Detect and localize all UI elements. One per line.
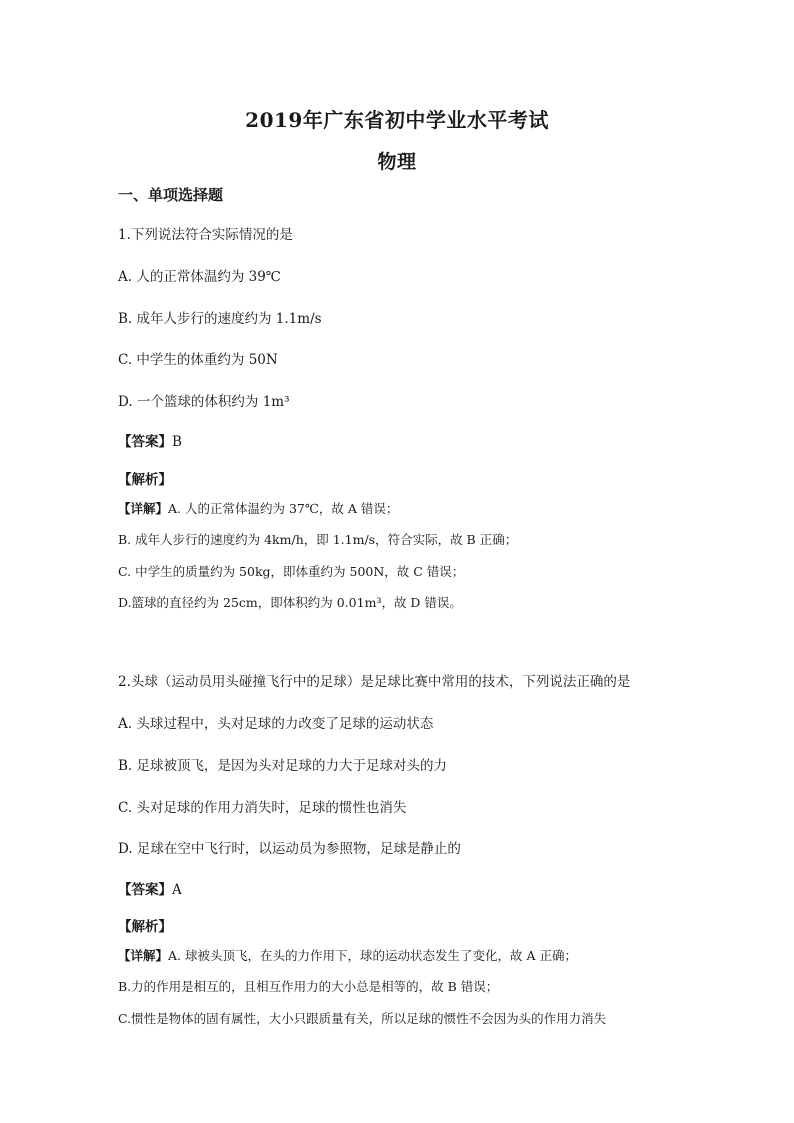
q2-detail-tag: 【详解】 (118, 948, 169, 963)
q2-option-c: C. 头对足球的作用力消失时，足球的惯性也消失 (118, 800, 407, 816)
q2-option-d: D. 足球在空中飞行时，以运动员为参照物，足球是静止的 (118, 841, 461, 857)
q1-analysis-label: 【解析】 (118, 472, 172, 488)
q1-detail-line-4: D.篮球的直径约为 25cm，即体积约为 0.01m³，故 D 错误。 (118, 595, 462, 610)
q2-option-b: B. 足球被顶飞，是因为头对足球的力大于足球对头的力 (118, 758, 448, 774)
section-heading: 一、单项选择题 (118, 186, 224, 204)
q2-analysis-label: 【解析】 (118, 919, 172, 935)
q2-answer-value: A (172, 882, 182, 898)
q1-detail-line-2: B. 成年人步行的速度约为 4km/h，即 1.1m/s，符合实际，故 B 正确； (118, 532, 518, 547)
q1-option-d: D. 一个篮球的体积约为 1m³ (118, 394, 290, 410)
q2-detail-text-1: A. 球被头顶飞，在头的力作用下，球的运动状态发生了变化，故 A 正确； (168, 948, 577, 963)
q2-answer (118, 878, 182, 898)
q1-option-b: B. 成年人步行的速度约为 1.1m/s (118, 311, 322, 327)
q1-detail-text-1: A. 人的正常体温约为 37℃，故 A 错误； (168, 501, 399, 516)
q2-option-a: A. 头球过程中，头对足球的力改变了足球的运动状态 (118, 716, 434, 732)
q1-option-c: C. 中学生的体重约为 50N (118, 352, 278, 368)
q2-detail-line-3: C.惯性是物体的固有属性，大小只跟质量有关，所以足球的惯性不会因为头的作用力消失 (118, 1011, 607, 1026)
exam-title: 2019年广东省初中学业水平考试 (245, 108, 549, 132)
q1-option-a: A. 人的正常体温约为 39℃ (118, 269, 281, 285)
q2-analysis-tag (118, 915, 172, 935)
q2-detail-line-1 (118, 946, 577, 964)
q2-answer-tag: 【答案】 (118, 882, 172, 898)
q1-analysis-tag (118, 468, 172, 488)
q1-answer-value: B (172, 434, 182, 450)
q1-detail-line-3: C. 中学生的质量约为 50kg，即体重约为 500N，故 C 错误； (118, 564, 465, 579)
q1-detail-line-1 (118, 499, 398, 517)
q1-answer-tag: 【答案】 (118, 434, 172, 450)
q1-answer (118, 430, 182, 450)
subject-title: 物理 (377, 151, 417, 173)
q1-stem: 1.下列说法符合实际情况的是 (118, 227, 293, 243)
q2-detail-line-2: B.力的作用是相互的，且相互作用力的大小总是相等的，故 B 错误； (118, 979, 499, 994)
q2-stem: 2.头球（运动员用头碰撞飞行中的足球）是足球比赛中常用的技术，下列说法正确的是 (118, 674, 631, 690)
q1-detail-tag: 【详解】 (118, 501, 169, 516)
